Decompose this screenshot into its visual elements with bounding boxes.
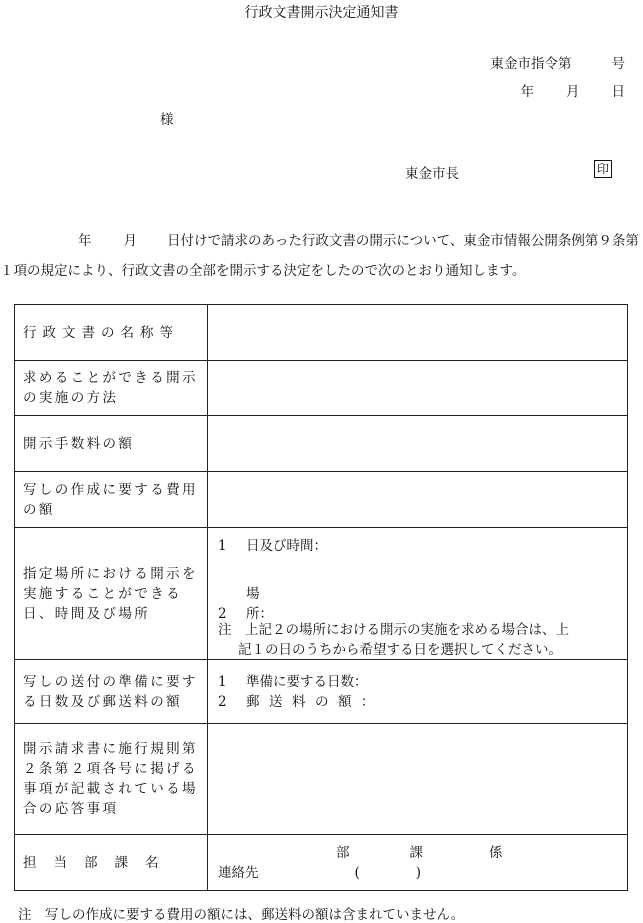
contact: 連絡先 ( ) [218, 865, 422, 881]
document-number-suffix: 号 [611, 56, 625, 72]
notice-body [0, 226, 643, 286]
table-row [15, 305, 628, 361]
seal-mark: 印 [594, 160, 612, 178]
date-year: 年 [520, 84, 534, 100]
row-label-copy-cost: 写しの作成に要する費用の額 [15, 472, 208, 528]
department-units [336, 843, 503, 863]
table-row [15, 660, 628, 724]
addressee-suffix: 様 [160, 112, 174, 128]
issuer-name: 東金市長 [405, 166, 459, 182]
row-value-department [208, 835, 628, 891]
date-time-item: 1 日及び時間： [218, 538, 327, 554]
contact-label: 連絡先 [218, 865, 259, 881]
row-label-response-items: 開示請求書に施行規則第２条第２項各号に掲げる事項が記載されている場合の応答事項 [15, 724, 208, 835]
row-value-response-items [208, 724, 628, 835]
date-time-label: 日及び時間： [246, 538, 327, 554]
dept-label: 部 [336, 845, 350, 861]
document-number-prefix: 東金市指令第 [490, 56, 572, 72]
row-value-disclosure-method [208, 361, 628, 416]
section-label: 課 [409, 845, 423, 861]
date-day: 日 [611, 84, 625, 100]
row-label-disclosure-fee: 開示手数料の額 [15, 416, 208, 472]
row-value-disclosure-fee [208, 416, 628, 472]
row-label-document-name: 行政文書の名称等 [15, 305, 208, 361]
row-value-document-name [208, 305, 628, 361]
row-value-designated-place [208, 528, 628, 660]
table-row [15, 528, 628, 660]
place-label-b: 所： [246, 606, 273, 622]
issue-date [521, 80, 626, 100]
table-row [15, 361, 628, 416]
footnote: 注 写しの作成に要する費用の額には、郵送料の額は含まれていません。 [18, 907, 465, 923]
date-month: 月 [566, 84, 580, 100]
body-month: 月 [123, 233, 137, 249]
row-label-delivery: 写しの送付の準備に要する日数及び郵送料の額 [15, 660, 208, 724]
table-row [15, 416, 628, 472]
prep-days-item: 1 準備に要する日数： [218, 673, 368, 690]
row-label-department: 担当部課名 [15, 835, 208, 891]
table-row [15, 472, 628, 528]
table-row [15, 835, 628, 891]
notice-table [14, 304, 628, 891]
body-year: 年 [78, 233, 92, 249]
prep-days-label: 準備に要する日数： [246, 673, 368, 690]
place-item: 2場所： [218, 586, 273, 622]
row-label-designated-place: 指定場所における開示を実施することができる日、時間及び場所 [15, 528, 208, 660]
document-number [491, 52, 626, 72]
row-value-delivery [208, 660, 628, 724]
postage-label: 郵送料の額： [246, 693, 384, 710]
table-row [15, 724, 628, 835]
row-value-copy-cost [208, 472, 628, 528]
unit-label: 係 [489, 845, 503, 861]
document-title: 行政文書開示決定通知書 [244, 5, 399, 21]
body-text: 日付けで請求のあった行政文書の開示について、東金市情報公開条例第９条第１項の規定により、行政文書の全部を開示する決定をしたので次のとおり通知します。 [0, 233, 639, 279]
place-label-a: 場 [246, 586, 260, 602]
place-note: 注 上記２の場所における開示の実施を求める場合は、上 記１の日のうちから希望する日を選択してください。 [218, 622, 569, 658]
row-label-disclosure-method: 求めることができる開示の実施の方法 [15, 361, 208, 416]
postage-item: 2 郵送料の額： [218, 693, 384, 710]
